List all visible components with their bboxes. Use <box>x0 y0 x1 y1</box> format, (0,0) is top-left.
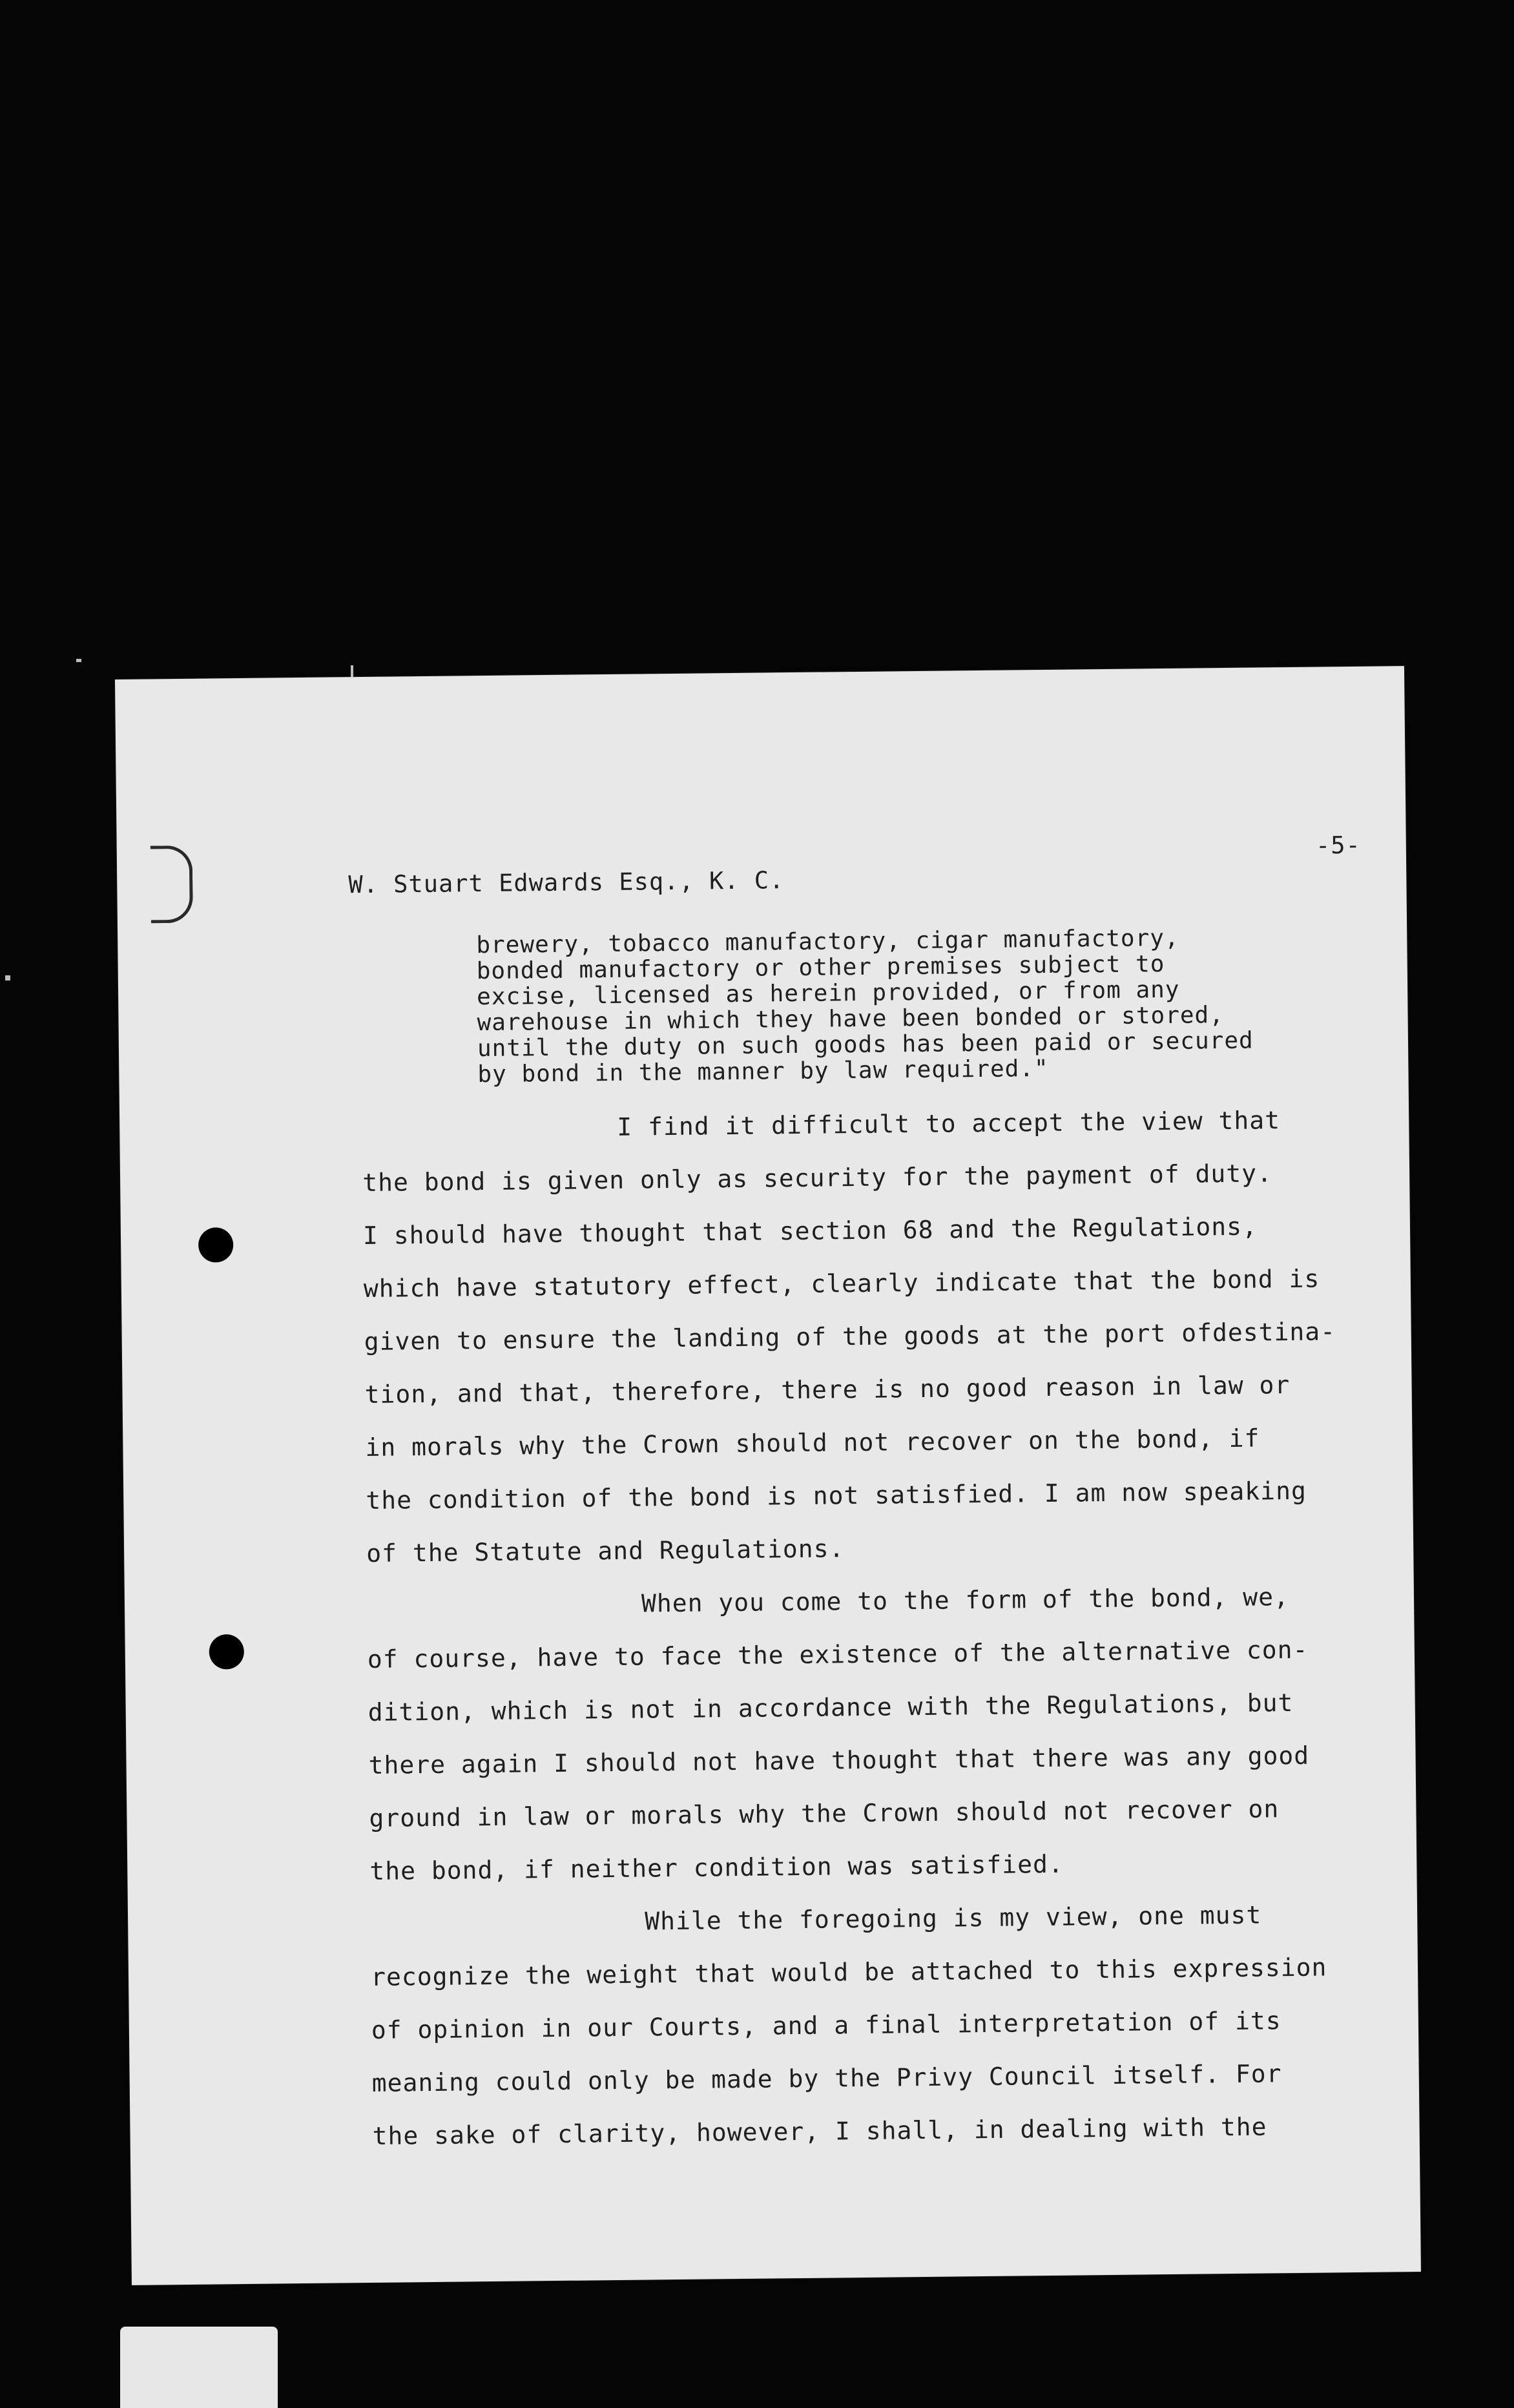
quote-line: bonded manufactory or other premises subject to <box>476 951 1165 985</box>
body-line: of opinion in our Courts, and a final interpretation of its <box>371 2006 1281 2044</box>
body-line: meaning could only be made by the Privy Council itself. For <box>371 2059 1282 2097</box>
body-line: the sake of clarity, however, I shall, in dealing with the <box>372 2112 1267 2150</box>
margin-pencil-mark <box>150 846 193 924</box>
document-page <box>115 666 1421 2285</box>
body-line: of the Statute and Regulations. <box>366 1534 845 1568</box>
next-page-edge <box>120 2327 278 2408</box>
addressee-line: W. Stuart Edwards Esq., K. C. <box>348 866 785 899</box>
quote-line: by bond in the manner by law required." <box>477 1055 1049 1088</box>
body-line: I find it difficult to accept the view that <box>617 1106 1281 1141</box>
body-line: in morals why the Crown should not recover on the bond, if <box>365 1424 1260 1462</box>
film-speck <box>5 975 10 981</box>
paragraph <box>367 1570 1342 1898</box>
quote-line: excise, licensed as herein provided, or from any <box>476 976 1180 1011</box>
body-line: the condition of the bond is not satisfied. I am now speaking <box>366 1476 1307 1515</box>
body-line: While the foregoing is my view, one must <box>644 1900 1262 1936</box>
punch-hole <box>198 1227 234 1263</box>
punch-hole <box>209 1634 244 1670</box>
body-line: given to ensure the landing of the goods at the port ofdestina- <box>364 1317 1336 1356</box>
body-line: there again I should not have thought that there was any good <box>368 1741 1310 1780</box>
paragraph <box>362 1093 1338 1580</box>
body-line: dition, which is not in accordance with the Regulations, but <box>368 1688 1294 1727</box>
body-line: When you come to the form of the bond, we, <box>641 1583 1290 1618</box>
body-line: the bond is given only as security for the payment of duty. <box>362 1159 1273 1198</box>
quote-line: brewery, tobacco manufactory, cigar manufactory, <box>476 924 1179 959</box>
letter-body <box>362 1093 1344 2163</box>
body-line: recognize the weight that would be attached to this expression <box>370 1953 1327 1991</box>
body-line: tion, and that, therefore, there is no good reason in law or <box>364 1371 1291 1409</box>
quoted-statute-block <box>476 925 1254 1088</box>
film-speck <box>351 665 353 677</box>
quote-line: until the duty on such goods has been paid or secured <box>477 1027 1254 1063</box>
paragraph <box>370 1887 1345 2163</box>
film-speck <box>76 659 81 662</box>
body-line: which have statutory effect, clearly indicate that the bond is <box>363 1264 1320 1303</box>
body-line: the bond, if neither condition was satisfied. <box>369 1849 1064 1885</box>
faint-stamp-mark <box>163 774 191 844</box>
body-line: of course, have to face the existence of the alternative con- <box>367 1635 1309 1674</box>
page-number: -5- <box>1315 831 1362 860</box>
quote-line: warehouse in which they have been bonded or stored, <box>477 1002 1225 1037</box>
body-line: ground in law or morals why the Crown should not recover on <box>369 1794 1280 1832</box>
body-line: I should have thought that section 68 and the Regulations, <box>362 1212 1258 1251</box>
